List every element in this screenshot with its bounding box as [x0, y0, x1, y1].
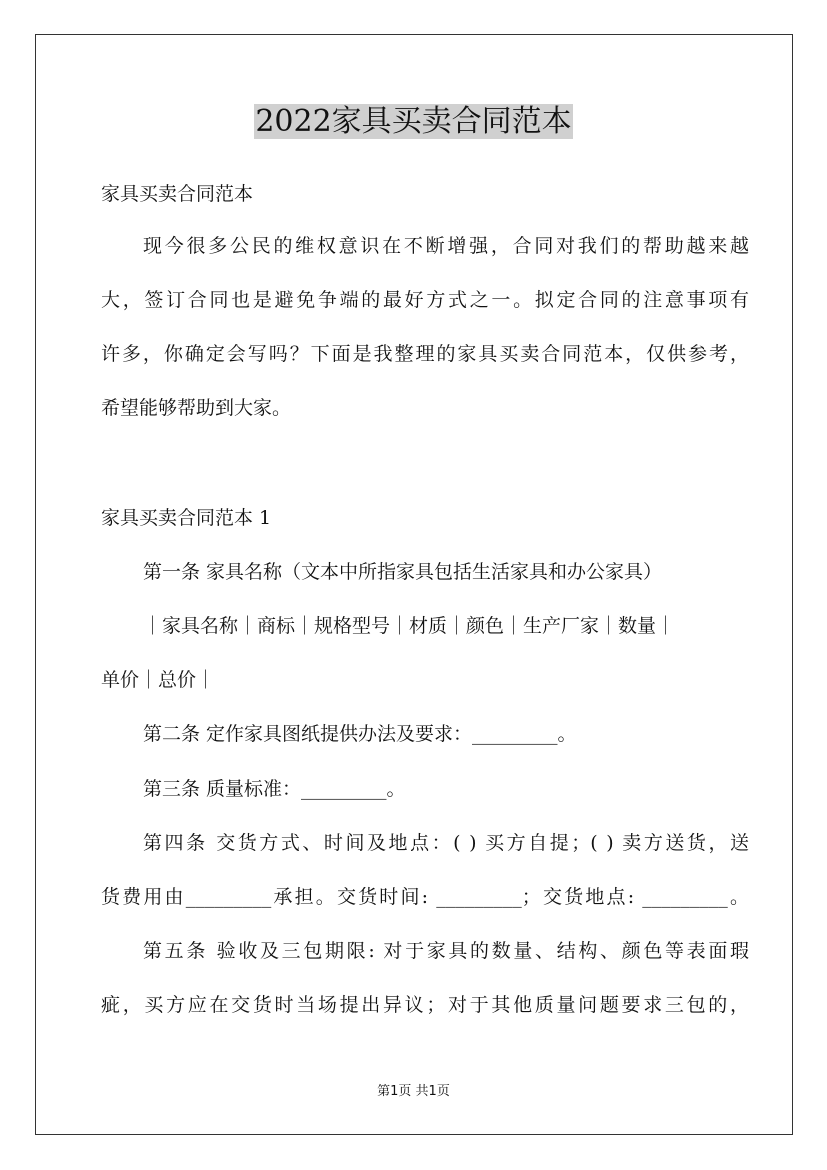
intro-line-4: 希望能够帮助到大家。	[101, 397, 292, 419]
article-5-line-1: 第五条 验收及三包期限: 对于家具的数量、结构、颜色等表面瑕	[143, 940, 749, 962]
article-4-line-1: 第四条 交货方式、时间及地点：( ) 买方自提；( ) 卖方送货，送	[143, 832, 749, 854]
intro-line-3: 许多，你确定会写吗？下面是我整理的家具买卖合同范本，仅供参考，	[101, 343, 749, 365]
table-row-line-1: ｜家具名称｜商标｜规格型号｜材质｜颜色｜生产厂家｜数量｜	[143, 615, 676, 637]
document-title-wrap	[0, 102, 827, 142]
intro-line-2: 大，签订合同也是避免争端的最好方式之一。拟定合同的注意事项有	[101, 289, 749, 311]
document-title: 2022家具买卖合同范本	[255, 104, 572, 139]
table-row-line-2: 单价｜总价｜	[101, 669, 216, 691]
document-subtitle: 家具买卖合同范本	[101, 183, 254, 205]
article-3: 第三条 质量标准：_________。	[143, 778, 406, 800]
article-5-line-2: 疵，买方应在交货时当场提出异议；对于其他质量问题要求三包的，	[101, 994, 749, 1016]
section-heading: 家具买卖合同范本 1	[101, 507, 272, 529]
article-4-line-2: 货费用由_________承担。交货时间: _________；交货地点: _________。	[101, 886, 749, 908]
article-2: 第二条 定作家具图纸提供办法及要求：_________。	[143, 723, 577, 745]
page-footer: 第1页 共1页	[377, 1084, 450, 1099]
intro-line-1: 现今很多公民的维权意识在不断增强，合同对我们的帮助越来越	[143, 235, 749, 257]
article-1: 第一条 家具名称（文本中所指家具包括生活家具和办公家具）	[143, 561, 663, 583]
